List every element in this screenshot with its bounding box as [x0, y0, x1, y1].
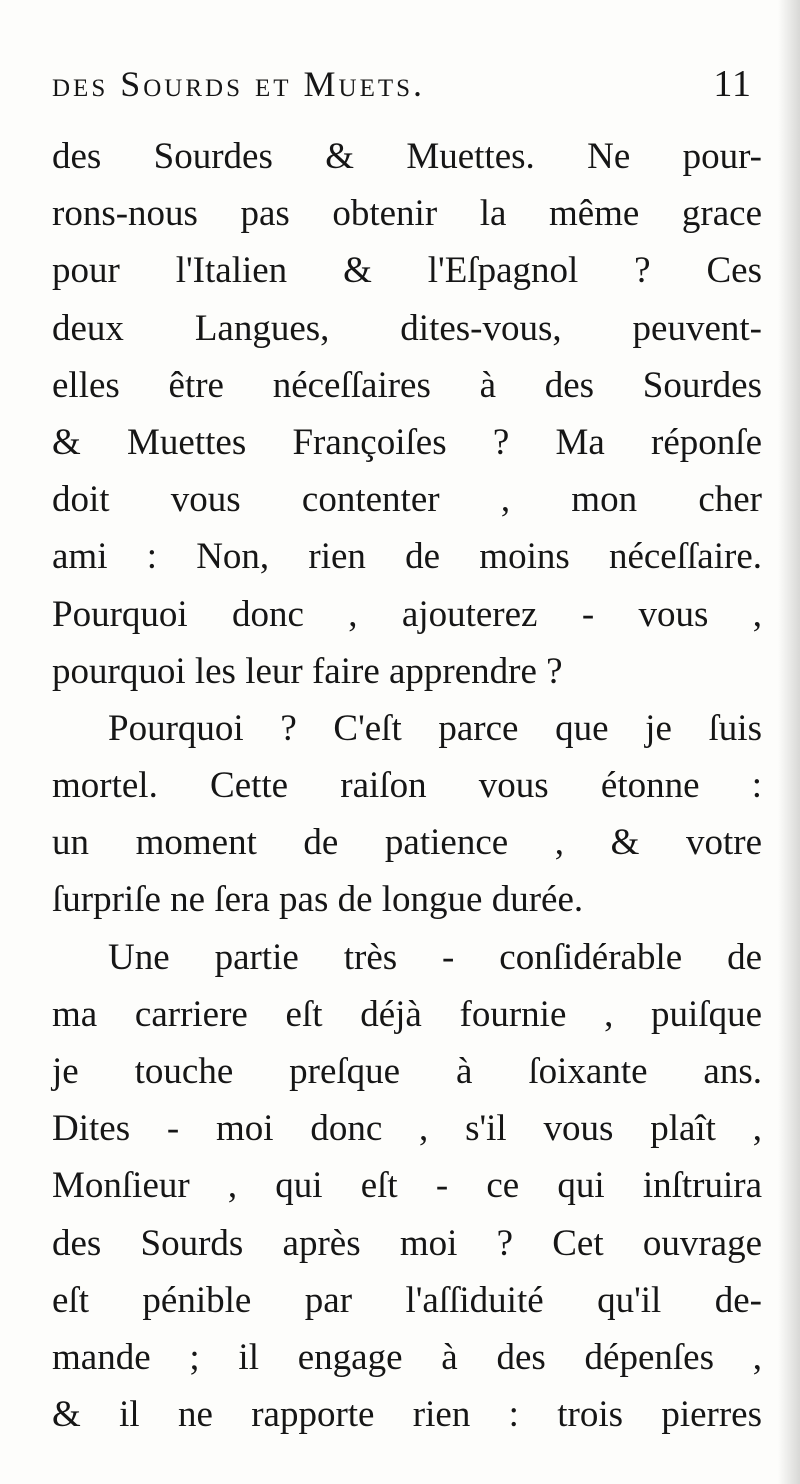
text-line: pour l'Italien & l'Eſpagnol ? Ces — [52, 250, 762, 292]
page-edge-shadow — [778, 0, 800, 1484]
text-line: ami : Non, rien de moins néceſſaire. — [52, 536, 762, 578]
text-line: eſt pénible par l'aſſiduité qu'il de- — [52, 1279, 762, 1321]
page-number: 11 — [713, 63, 752, 105]
text-line: pourquoi les leur faire apprendre ? — [52, 650, 563, 692]
text-line: mortel. Cette raiſon vous étonne : — [52, 765, 762, 807]
text-line: elles être néceſſaires à des Sourdes — [52, 364, 762, 406]
text-line: Pourquoi ? C'eſt parce que je ſuis — [108, 707, 762, 749]
running-title: des Sourds et Muets. — [52, 64, 426, 104]
body-text — [52, 128, 762, 1443]
text-line: Monſieur , qui eſt - ce qui inſtruira — [52, 1165, 762, 1207]
text-line: & il ne rapporte rien : trois pierres — [52, 1394, 762, 1436]
text-line: Dites - moi donc , s'il vous plaît , — [52, 1108, 762, 1150]
text-line: ma carriere eſt déjà fournie , puiſque — [52, 993, 762, 1035]
text-line: je touche preſque à ſoixante ans. — [52, 1051, 762, 1092]
text-line: deux Langues, dites-vous, peuvent- — [52, 307, 762, 349]
text-line: doit vous contenter , mon cher — [52, 479, 762, 521]
text-line: & Muettes Françoiſes ? Ma réponſe — [52, 421, 762, 463]
text-line: mande ; il engage à des dépenſes , — [52, 1336, 762, 1378]
running-header — [52, 62, 762, 128]
text-line: des Sourds après moi ? Cet ouvrage — [52, 1222, 762, 1264]
text-line: Une partie très - conſidérable de — [108, 936, 762, 978]
text-line: Pourquoi donc , ajouterez - vous , — [52, 593, 762, 635]
text-line: un moment de patience , & votre — [52, 822, 762, 864]
text-line: des Sourdes & Muettes. Ne pour- — [52, 136, 762, 177]
text-line: ſurpriſe ne ſera pas de longue durée. — [52, 879, 584, 921]
text-line: rons-nous pas obtenir la même grace — [52, 193, 762, 235]
